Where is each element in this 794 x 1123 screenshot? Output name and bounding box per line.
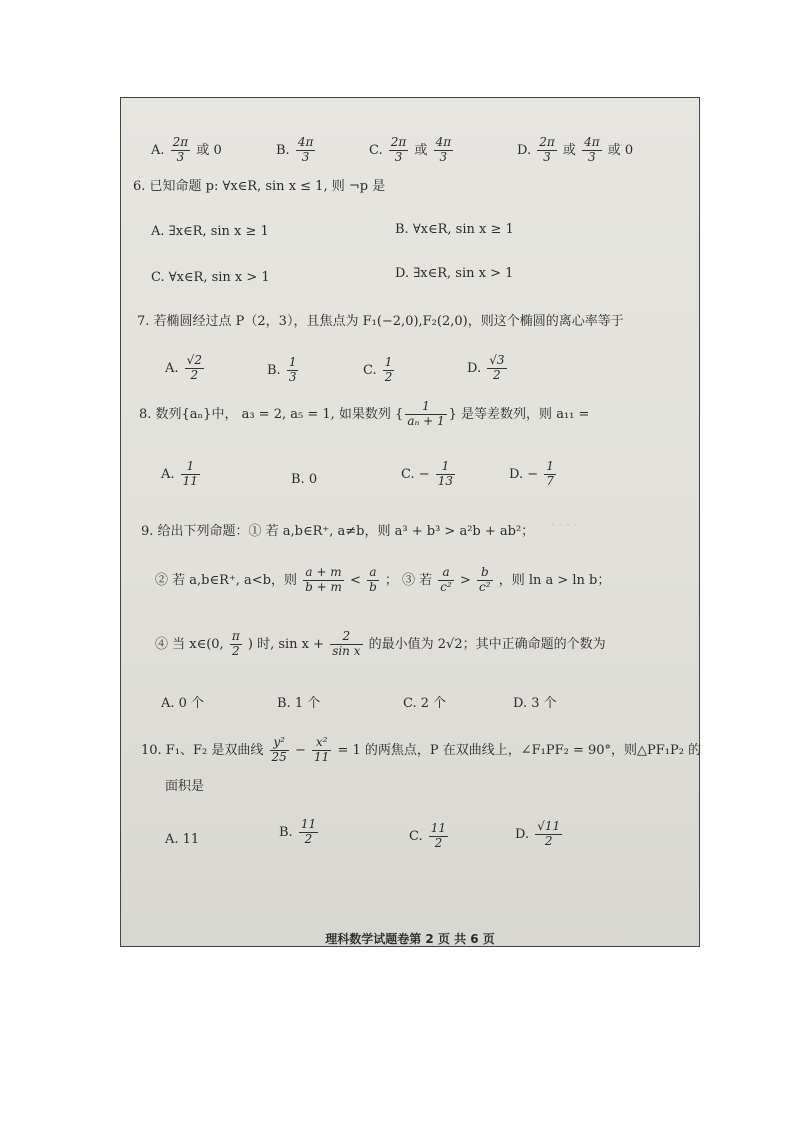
q8-option-d: D. − $\frac{1}{7}$ [509, 459, 554, 488]
fraction: $\frac{4\pi}{3}$ [435, 135, 452, 164]
fraction: $\frac{a + m}{b + m}$ [305, 565, 342, 594]
fraction: $\frac{11}{2}$ [300, 817, 317, 846]
q5-option-c: C. $\frac{2\pi}{3}$ 或 $\frac{4\pi}{3}$ [369, 135, 452, 164]
q6-option-c: C. ∀x∈R, sin x > 1 [151, 270, 270, 285]
fraction: $\frac{a}{\text{c²}}$ [440, 565, 452, 594]
q9-option-c: C. 2 个 [403, 696, 447, 711]
bleed-through-text: · · · · [551, 518, 578, 532]
fraction: $\frac{√2}{2}$ [186, 353, 202, 382]
fraction: $\frac{4\pi}{3}$ [584, 135, 600, 164]
fraction: $\frac{2}{\text{sin x}}$ [332, 629, 361, 658]
fraction: $\frac{a}{b}$ [369, 565, 377, 594]
q10-stem-line2: 面积是 [165, 779, 205, 794]
q9-option-a: A. 0 个 [161, 696, 205, 711]
option-label: B. [276, 142, 290, 158]
fraction: $\frac{1}{11}$ [182, 459, 198, 488]
q9-option-b: B. 1 个 [277, 696, 321, 711]
q8-option-c: C. − $\frac{1}{13}$ [401, 459, 454, 488]
option-label: D. [517, 142, 532, 158]
fraction: $\frac{√11}{2}$ [537, 819, 561, 848]
q7-option-c: C. $\frac{1}{2}$ [363, 355, 393, 384]
q10-stem: 10. F₁、F₂ 是双曲线 $\frac{\text{y²}}{25}$ − $\frac{\text{x²}}{11}$ = 1 的两焦点，P 在双曲线上，∠F₁PF₂ = 90°，则△PF₁P₂ 的 [141, 735, 702, 764]
q6-option-a: A. ∃x∈R, sin x ≥ 1 [151, 224, 269, 239]
fraction: $\frac{2\pi}{3}$ [539, 135, 555, 164]
q7-option-a: A. $\frac{√2}{2}$ [165, 353, 202, 382]
q9-stem: 9. 给出下列命题：① 若 a,b∈R⁺, a≠b，则 a³ + b³ > a²b + ab²； [141, 524, 535, 539]
q5-option-a [151, 136, 222, 165]
page-footer: 理科数学试题卷第 2 页 共 6 页 [325, 932, 495, 946]
q8-stem: 8. 数列{aₙ}中， a₃ = 2, a₅ = 1, 如果数列 { $\frac{1}{\text{aₙ + 1}}$ } 是等差数列，则 a₁₁ = [139, 399, 590, 428]
q10-option-d: D. $\frac{√11}{2}$ [515, 819, 561, 848]
q8-option-b: B. 0 [291, 472, 318, 487]
fraction: $\frac{1}{7}$ [546, 459, 554, 488]
q10-option-c: C. $\frac{11}{2}$ [409, 821, 447, 850]
q5-option-b [276, 136, 317, 165]
fraction: $\frac{2\pi}{3}$ [390, 135, 407, 164]
q5-option-d: D. $\frac{2\pi}{3}$ 或 $\frac{4\pi}{3}$ 或 0 [517, 135, 634, 164]
q9-statements-2-3: ② 若 a,b∈R⁺, a<b，则 $\frac{a + m}{b + m}$ < $\frac{a}{b}$ ； ③ 若 $\frac{a}{\text{c²}}$ > $\frac{b}{\text{c²}}$ ，则 ln a > ln b； [155, 565, 611, 594]
q8-option-a: A. $\frac{1}{11}$ [161, 459, 198, 488]
fraction: $\frac{b}{\text{c²}}$ [479, 565, 491, 594]
fraction: $\frac{\pi}{2}$ [231, 629, 240, 658]
option-label: C. [369, 142, 383, 158]
q10-option-b: B. $\frac{11}{2}$ [279, 817, 317, 846]
fraction: $\frac{1}{3}$ [288, 355, 297, 384]
q9-statement-4: ④ 当 x∈(0, $\frac{\pi}{2}$ ) 时, sin x + $\frac{2}{\text{sin x}}$ 的最小值为 2√2；其中正确命题的个数为 [155, 629, 606, 658]
q7-option-d: D. $\frac{√3}{2}$ [467, 353, 505, 382]
option-suffix: 或 0 [196, 142, 222, 158]
q7-stem: 7. 若椭圆经过点 P（2，3），且焦点为 F₁(−2,0),F₂(2,0)，则这个椭圆的离心率等于 [137, 314, 624, 329]
fraction: $\frac{\text{x²}}{11}$ [314, 735, 330, 764]
fraction: $\frac{2\pi}{3}$ [172, 135, 189, 164]
fraction: $\frac{1}{\text{aₙ + 1}}$ [407, 399, 445, 428]
fraction: $\frac{4\pi}{3}$ [297, 135, 314, 164]
option-label: A. [151, 142, 165, 158]
q7-option-b: B. $\frac{1}{3}$ [267, 355, 297, 384]
q6-stem: 6. 已知命题 p: ∀x∈R, sin x ≤ 1, 则 ¬p 是 [133, 179, 386, 194]
exam-page [120, 97, 700, 947]
fraction: $\frac{√3}{2}$ [489, 353, 505, 382]
q6-option-d: D. ∃x∈R, sin x > 1 [395, 266, 514, 281]
fraction: $\frac{\text{y²}}{25}$ [271, 735, 287, 764]
q9-option-d: D. 3 个 [513, 696, 557, 711]
q6-option-b: B. ∀x∈R, sin x ≥ 1 [395, 222, 514, 237]
q10-option-a: A. 11 [165, 832, 200, 847]
fraction: $\frac{1}{2}$ [384, 355, 393, 384]
fraction: $\frac{11}{2}$ [430, 821, 447, 850]
fraction: $\frac{1}{13}$ [437, 459, 454, 488]
